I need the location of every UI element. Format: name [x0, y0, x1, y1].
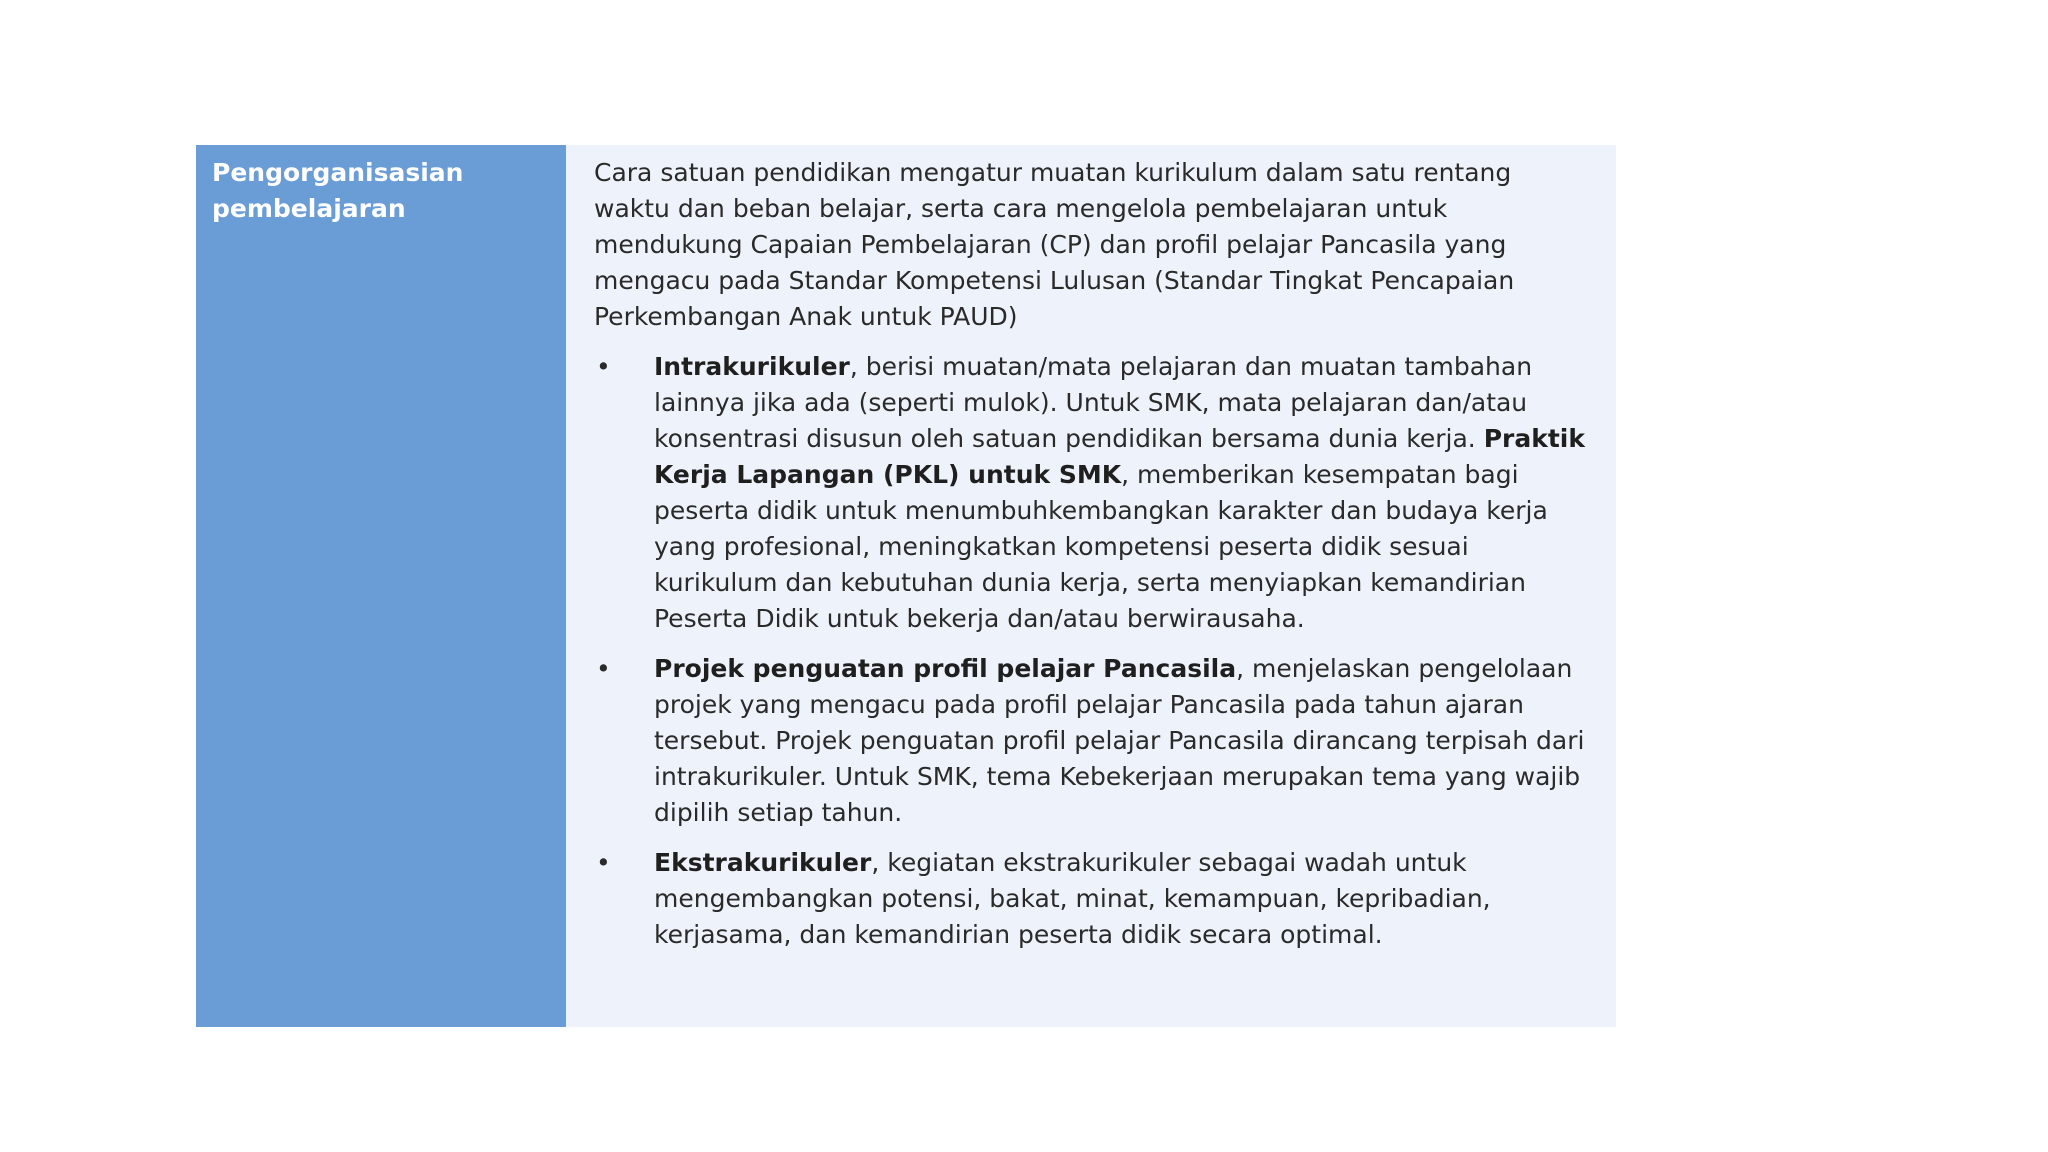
list-item	[594, 349, 1586, 637]
bullet-body: , berisi muatan/mata pelajaran dan muatan tambahan lainnya jika ada (seperti mulok). Untuk SMK, mata pelajaran dan/atau konsentrasi disusun oleh satuan pendidikan bersama dunia kerja.	[654, 352, 1533, 453]
row-content-cell	[566, 145, 1616, 1027]
list-item	[594, 845, 1586, 953]
bullet-icon: •	[596, 848, 611, 877]
bullet-text	[654, 651, 1586, 831]
row-label-cell	[196, 145, 566, 1027]
curriculum-table	[196, 145, 1616, 1027]
bullet-body: , kegiatan ekstrakurikuler sebagai wadah untuk mengembangkan potensi, bakat, minat, kemampuan, kepribadian, kerjasama, dan kemandirian peserta didik secara optimal.	[654, 848, 1491, 949]
bullet-body: , menjelaskan pengelolaan projek yang mengacu pada profil pelajar Pancasila pada tahun ajaran tersebut. Projek penguatan profil pelajar Pancasila dirancang terpisah dari intrakurikuler. Untuk SMK, tema Kebekerjaan merupakan tema yang wajib dipilih setiap tahun.	[654, 654, 1585, 827]
bullet-text	[654, 349, 1586, 637]
bullet-term: Intrakurikuler	[654, 352, 850, 381]
bullet-text	[654, 845, 1586, 953]
bullet-term: Praktik Kerja Lapangan (PKL) untuk SMK	[654, 424, 1585, 489]
bullet-body: , memberikan kesempatan bagi peserta didik untuk menumbuhkembangkan karakter dan budaya kerja yang profesional, meningkatkan kompetensi peserta didik sesuai kurikulum dan kebutuhan dunia kerja, serta menyiapkan kemandirian Peserta Didik untuk bekerja dan/atau berwirausaha.	[654, 460, 1548, 633]
bullet-icon: •	[596, 654, 611, 683]
intro-paragraph: Cara satuan pendidikan mengatur muatan kurikulum dalam satu rentang waktu dan beban belajar, serta cara mengelola pembelajaran untuk mendukung Capaian Pembelajaran (CP) dan profil pelajar Pancasila yang mengacu pada Standar Kompetensi Lulusan (Standar Tingkat Pencapaian Perkembangan Anak untuk PAUD)	[594, 158, 1515, 331]
bullet-term: Projek penguatan profil pelajar Pancasila	[654, 654, 1237, 683]
list-item	[594, 651, 1586, 831]
row-label: Pengorganisasian pembelajaran	[212, 158, 464, 223]
bullet-icon: •	[596, 352, 611, 381]
bullet-list	[594, 349, 1586, 953]
bullet-term: Ekstrakurikuler	[654, 848, 872, 877]
